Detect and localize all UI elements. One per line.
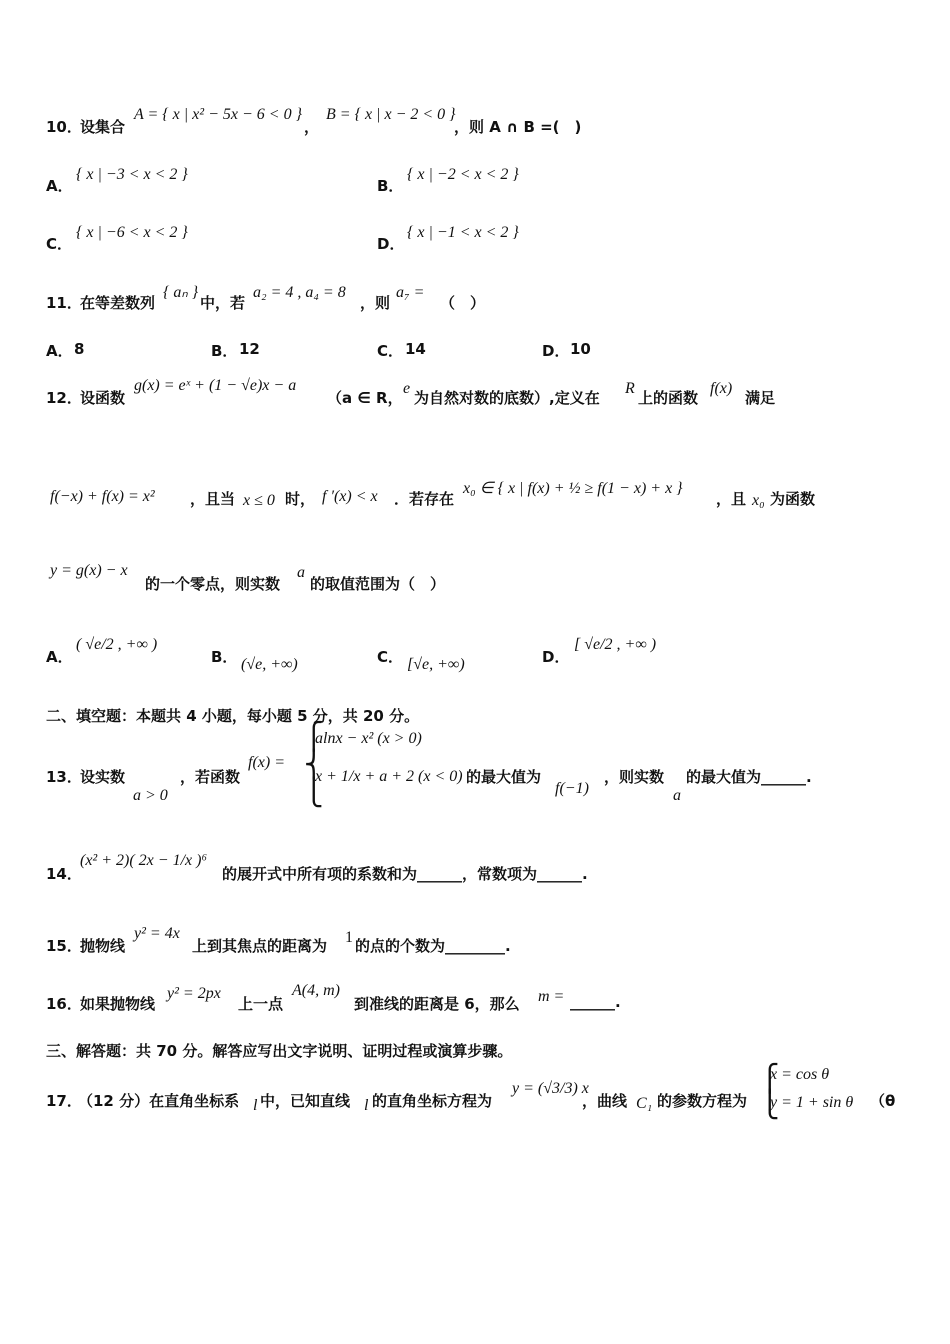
question-text: 中，若 xyxy=(200,294,246,312)
question-text: 时， xyxy=(285,490,316,508)
question-blank: ______. xyxy=(570,993,621,1011)
math-a: a xyxy=(673,787,681,804)
question-text: 上一点 xyxy=(238,995,284,1013)
brace-icon: ⎧ xyxy=(304,722,324,751)
question-text: 在等差数列 xyxy=(80,294,156,312)
option-label-d: D． xyxy=(377,235,405,253)
math-case-1: alnx − x² (x > 0) xyxy=(315,730,422,747)
question-text: 的参数方程为 xyxy=(657,1092,748,1110)
question-number: 16． xyxy=(46,995,82,1013)
math-set-b: B = { x | x − 2 < 0 } xyxy=(326,106,456,123)
math-ask: a₇ = xyxy=(396,284,425,301)
math-x0-set: x₀ ∈ { x | f(x) + ½ ≥ f(1 − x) + x } xyxy=(463,480,683,497)
math-m: m = xyxy=(538,988,565,1005)
question-number: 15． xyxy=(46,937,82,955)
question-paren: （ ） xyxy=(440,294,486,312)
question-text: ，若函数 xyxy=(180,768,241,786)
math-l: l xyxy=(253,1097,258,1114)
option-value-d: 10 xyxy=(570,340,591,358)
question-text: ，且当 xyxy=(190,490,236,508)
math-set-a: A = { x | x² − 5x − 6 < 0 } xyxy=(134,106,302,123)
punct: ， xyxy=(304,118,320,136)
option-expr-d: [ √e/2 , +∞ ) xyxy=(574,636,657,653)
math-identity: f(−x) + f(x) = x² xyxy=(50,488,155,505)
option-expr-b: { x | −2 < x < 2 } xyxy=(407,166,519,183)
question-text: 的最大值为 xyxy=(466,768,542,786)
question-text: 设集合 xyxy=(80,118,126,136)
question-text: （a ∈ R， xyxy=(327,389,403,407)
math-derivative: f ′(x) < x xyxy=(322,488,378,505)
question-text: ．若存在 xyxy=(394,490,455,508)
math-x-le-0: x ≤ 0 xyxy=(243,492,275,509)
brace-icon: ⎩ xyxy=(304,778,324,807)
question-number: 17． xyxy=(46,1092,82,1110)
question-text: 为自然对数的底数）,定义在 xyxy=(414,389,600,407)
brace-icon: ⎩ xyxy=(760,1090,780,1119)
question-text: 的最大值为______. xyxy=(686,768,812,786)
question-text: ，且 xyxy=(716,490,747,508)
question-text: 的展开式中所有项的系数和为______，常数项为______. xyxy=(222,865,588,883)
math-l: l xyxy=(364,1097,369,1114)
option-label-c: C． xyxy=(377,648,404,666)
question-tail: （θ xyxy=(870,1092,896,1110)
question-text: 满足 xyxy=(745,389,776,407)
section-heading-solutions: 三、解答题：共 70 分。解答应写出文字说明、证明过程或演算步骤。 xyxy=(46,1042,513,1060)
option-expr-a: { x | −3 < x < 2 } xyxy=(76,166,188,183)
option-label-b: B． xyxy=(211,342,238,360)
option-label-b: B． xyxy=(211,648,238,666)
question-text: 上的函数 xyxy=(638,389,699,407)
math-a: a xyxy=(297,564,305,581)
question-text: 为函数 xyxy=(770,490,816,508)
option-label-a: A． xyxy=(46,342,73,360)
math-expansion: (x² + 2)( 2x − 1/x )⁶ xyxy=(80,852,208,869)
math-cond: a₂ = 4 , a₄ = 8 xyxy=(253,284,346,301)
math-param-y: y = 1 + sin θ xyxy=(770,1094,854,1111)
question-text: 的点的个数为________. xyxy=(355,937,511,955)
option-label-d: D． xyxy=(542,648,570,666)
option-value-c: 14 xyxy=(405,340,426,358)
question-number: 13． xyxy=(46,768,82,786)
math-fdef: f(x) = xyxy=(248,754,285,771)
option-expr-d: { x | −1 < x < 2 } xyxy=(407,224,519,241)
math-one: 1 xyxy=(345,929,353,946)
math-c1: C₁ xyxy=(636,1095,653,1112)
option-value-b: 12 xyxy=(239,340,260,358)
math-r: R xyxy=(625,380,635,397)
math-a-gt-0: a > 0 xyxy=(133,787,168,804)
question-text: ，则实数 xyxy=(604,768,665,786)
brace-icon: ⎧ xyxy=(760,1064,780,1093)
question-number: 11． xyxy=(46,294,82,312)
question-text: ，曲线 xyxy=(582,1092,628,1110)
math-e: e xyxy=(403,380,411,397)
question-number: 14． xyxy=(46,865,82,883)
math-parabola: y² = 2px xyxy=(167,985,221,1002)
option-label-a: A． xyxy=(46,648,73,666)
question-text: 设函数 xyxy=(80,389,126,407)
question-text: 设实数 xyxy=(80,768,126,786)
question-text: 到准线的距离是 6，那么 xyxy=(354,995,520,1013)
question-text: 的直角坐标方程为 xyxy=(372,1092,493,1110)
math-fx: f(x) xyxy=(710,380,733,397)
option-expr-b: (√e, +∞) xyxy=(241,656,298,673)
option-value-a: 8 xyxy=(74,340,85,358)
question-text: 中，已知直线 xyxy=(260,1092,351,1110)
math-param-x: x = cos θ xyxy=(770,1066,830,1083)
question-number: 10． xyxy=(46,118,82,136)
option-label-d: D． xyxy=(542,342,570,360)
section-heading-fill-in: 二、填空题：本题共 4 小题，每小题 5 分，共 20 分。 xyxy=(46,707,420,725)
math-func-g: g(x) = eˣ + (1 − √e)x − a xyxy=(134,377,297,394)
question-text: 上到其焦点的距离为 xyxy=(192,937,328,955)
math-x0: x₀ xyxy=(752,492,765,509)
math-seq: { aₙ } xyxy=(163,284,199,301)
math-y-func: y = g(x) − x xyxy=(50,562,128,579)
question-number: 12． xyxy=(46,389,82,407)
math-case-2: x + 1/x + a + 2 (x < 0) xyxy=(315,768,463,785)
option-label-a: A． xyxy=(46,177,73,195)
question-tail: ，则 A ∩ B =( ) xyxy=(454,118,582,136)
question-text: 如果抛物线 xyxy=(80,995,156,1013)
option-expr-a: ( √e/2 , +∞ ) xyxy=(76,636,158,653)
question-text: 的一个零点，则实数 xyxy=(145,575,281,593)
question-text: 的取值范围为（ ） xyxy=(310,575,446,593)
math-parabola: y² = 4x xyxy=(134,925,180,942)
math-line: y = (√3/3) x xyxy=(512,1080,589,1097)
math-point: A(4, m) xyxy=(292,982,340,999)
math-f-neg1: f(−1) xyxy=(555,780,589,797)
question-text: 抛物线 xyxy=(80,937,126,955)
question-text: （12 分）在直角坐标系 xyxy=(78,1092,240,1110)
option-expr-c: { x | −6 < x < 2 } xyxy=(76,224,188,241)
option-label-b: B． xyxy=(377,177,404,195)
option-label-c: C． xyxy=(377,342,404,360)
question-text: ，则 xyxy=(360,294,391,312)
option-label-c: C． xyxy=(46,235,73,253)
brace-icon: ⎨ xyxy=(304,750,324,779)
option-expr-c: [√e, +∞) xyxy=(407,656,465,673)
